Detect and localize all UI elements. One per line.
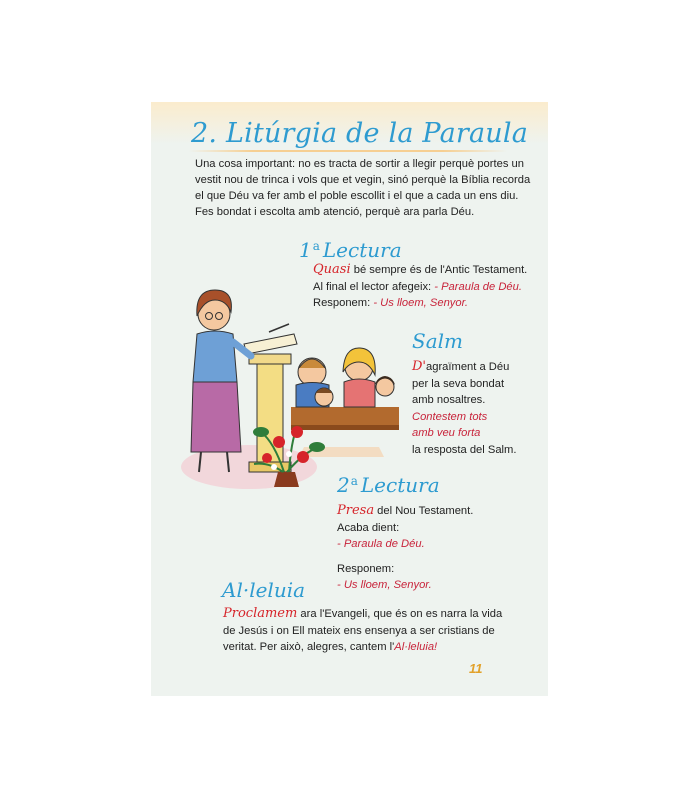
reader-at-lectern-with-family-illustration [179,272,399,497]
lectura1-heading-sup: a [312,239,320,253]
salm-line4: Contestem tots [412,410,488,423]
lectura2-heading-sup: a [350,474,358,488]
salm-line1: agraïment a Déu [426,361,510,373]
salm-heading: Salm [412,329,463,353]
lectura2-text [337,503,473,594]
lectura2-lead: Presa [337,503,375,518]
lectura1-lead: Quasi [313,262,351,277]
alleluia-lead: Proclamem [223,606,298,621]
lectura2-line3: - Paraula de Déu. [337,538,425,550]
lectura1-heading [299,238,402,262]
lectura2-line4: Responem: [337,562,395,575]
lectura2-heading-word: Lectura [360,473,440,497]
title-underline [189,150,507,152]
alleluia-line1: ara l'Evangeli, que és on es narra la vida [297,608,503,620]
alleluia-heading: Al·leluia [222,578,306,602]
lectura2-heading [337,473,440,497]
page-number: 11 [469,661,483,676]
alleluia-line3: veritat. Per això, alegres, cantem l' [223,641,395,653]
lectura1-line2-red: - Paraula de Déu. [434,280,522,293]
lectura1-line2: Al final el lector afegeix: [313,280,435,293]
lectura1-line3-red: - Us lloem, Senyor. [373,297,469,309]
lectura2-line2: Acaba dient: [337,521,400,534]
lectura1-heading-word: Lectura [322,238,402,262]
intro-paragraph: Una cosa important: no es tracta de sortir a llegir perquè portes un vestit nou de trinca i vols que et vegin, sinó perquè la Bíblia recorda el que Déu va fer amb el poble escollit i el que a cada un ens diu. Fes bondat i escolta amb atenció, perquè ara parla Déu. [195,158,531,218]
lectura2-heading-num: 2 [337,473,350,497]
salm-lead: D' [412,359,426,374]
alleluia-line3-red: Al·leluia! [394,641,438,653]
lectura1-line1: bé sempre és de l'Antic Testament. [350,264,528,276]
lectura2-line5: - Us lloem, Senyor. [337,579,432,591]
lectura2-line1: del Nou Testament. [374,505,474,517]
lectura1-heading-num: 1 [299,238,312,262]
salm-line3: amb nosaltres. [412,394,486,406]
alleluia-text [223,606,502,656]
salm-line5: amb veu forta [412,427,481,439]
page-title: 2. Litúrgia de la Paraula [191,118,528,149]
salm-line6: la resposta del Salm. [412,443,517,456]
salm-text [412,359,516,458]
alleluia-line2: de Jesús i on Ell mateix ens ensenya a ser cristians de [223,624,495,637]
lectura1-line3: Responem: [313,297,374,309]
book-page [151,102,548,696]
salm-line2: per la seva bondat [412,377,505,390]
